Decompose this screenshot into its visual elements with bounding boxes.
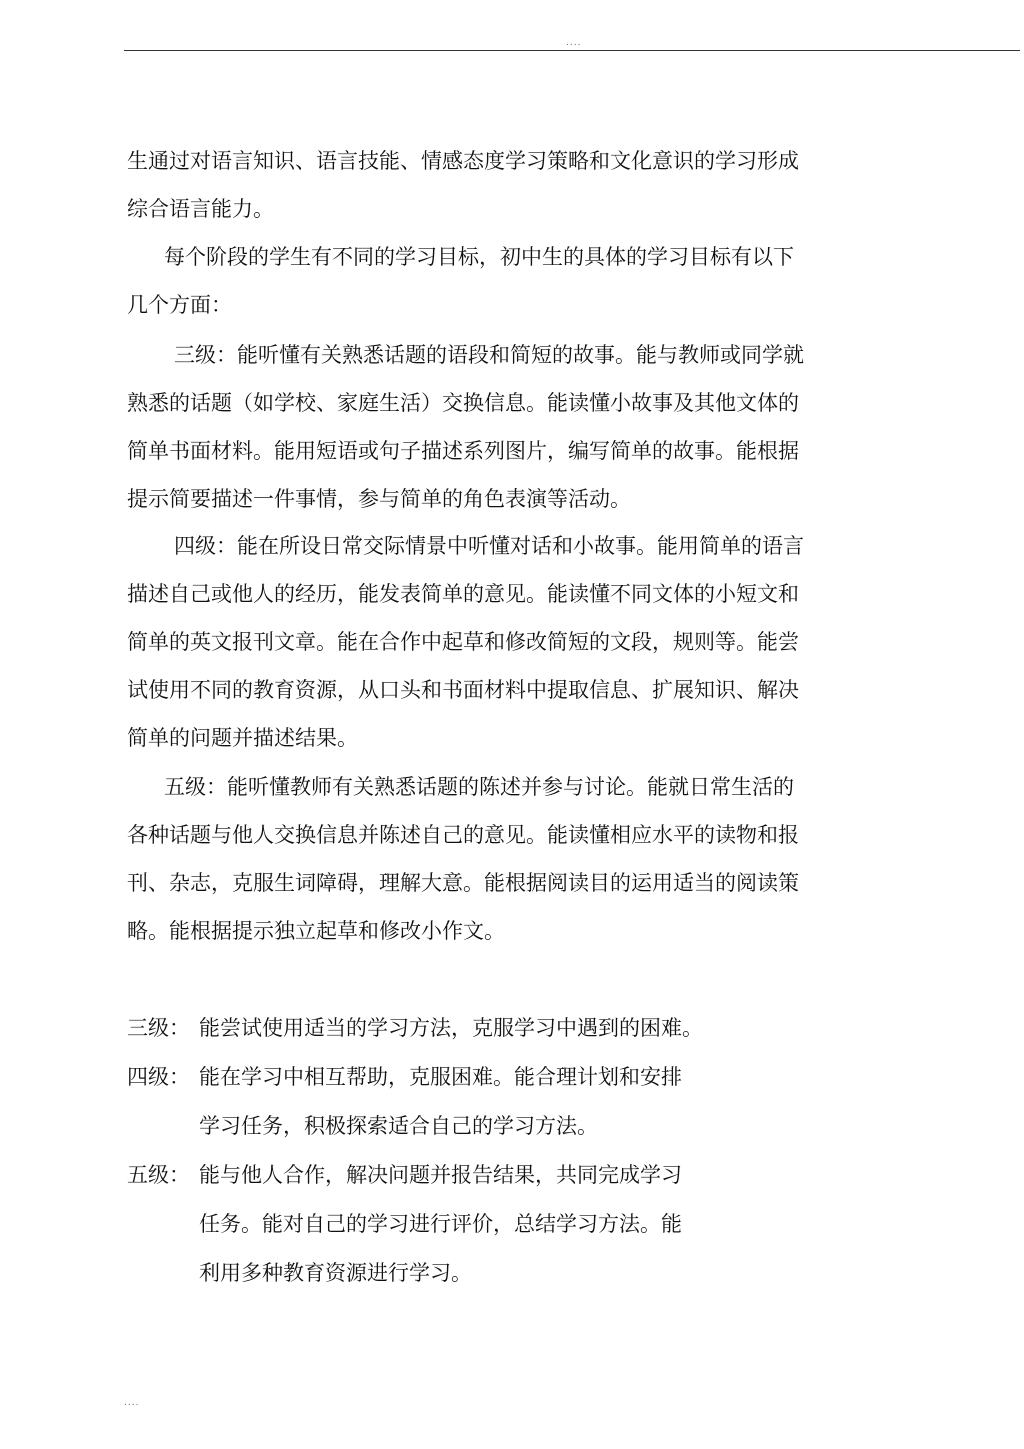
goal-label: 三级： — [127, 1016, 190, 1040]
goal-line: 能尝试使用适当的学习方法，克服学习中遇到的困难。 — [199, 1016, 703, 1040]
paragraph-line: 简单的问题并描述结果。 — [127, 726, 358, 750]
paragraph-level-4 — [127, 522, 857, 762]
paragraph-line: 试使用不同的教育资源，从口头和书面材料中提取信息、扩展知识、解决 — [127, 678, 799, 702]
header-rule — [124, 50, 1020, 51]
paragraph-line: 简单的英文报刊文章。能在合作中起草和修改简短的文段，规则等。能尝 — [127, 630, 799, 654]
learning-strategy-goals — [127, 1004, 703, 1298]
goal-label: 五级： — [127, 1163, 190, 1187]
paragraph-line: 提示简要描述一件事情，参与简单的角色表演等活动。 — [127, 487, 631, 511]
paragraph-line: 熟悉的话题（如学校、家庭生活）交换信息。能读懂小故事及其他文体的 — [127, 391, 799, 415]
paragraph-line: 略。能根据提示独立起草和修改小作文。 — [127, 919, 505, 943]
paragraph-intro-continued — [127, 137, 857, 233]
goal-line: 利用多种教育资源进行学习。 — [199, 1261, 472, 1285]
goal-line: 学习任务，积极探索适合自己的学习方法。 — [199, 1114, 598, 1138]
paragraph-line: 综合语言能力。 — [127, 197, 274, 221]
paragraph-line: 五级：能听懂教师有关熟悉话题的陈述并参与讨论。能就日常生活的 — [164, 775, 794, 799]
paragraph-line: 生通过对语言知识、语言技能、情感态度学习策略和文化意识的学习形成 — [127, 149, 799, 173]
header-mark: .... — [566, 38, 582, 48]
paragraph-line: 每个阶段的学生有不同的学习目标，初中生的具体的学习目标有以下 — [164, 245, 794, 269]
goal-line: 能在学习中相互帮助，克服困难。能合理计划和安排 — [199, 1065, 682, 1089]
paragraph-line: 描述自己或他人的经历，能发表简单的意见。能读懂不同文体的小短文和 — [127, 582, 799, 606]
paragraph-level-3 — [127, 331, 857, 523]
goal-line: 任务。能对自己的学习进行评价，总结学习方法。能 — [199, 1212, 682, 1236]
paragraph-line: 几个方面： — [127, 293, 232, 317]
goal-level-3 — [127, 1004, 703, 1053]
goal-level-5 — [127, 1151, 703, 1298]
paragraph-line: 各种话题与他人交换信息并陈述自己的意见。能读懂相应水平的读物和报 — [127, 823, 799, 847]
goal-line: 能与他人合作，解决问题并报告结果，共同完成学习 — [199, 1163, 682, 1187]
goal-level-4 — [127, 1053, 703, 1151]
paragraph-level-5 — [127, 763, 857, 955]
footer-mark: .... — [124, 1398, 140, 1408]
paragraph-goals-intro — [127, 233, 857, 329]
paragraph-line: 三级：能听懂有关熟悉话题的语段和简短的故事。能与教师或同学就 — [174, 343, 804, 367]
paragraph-line: 刊、杂志，克服生词障碍，理解大意。能根据阅读目的运用适当的阅读策 — [127, 871, 799, 895]
paragraph-line: 四级：能在所设日常交际情景中听懂对话和小故事。能用简单的语言 — [174, 534, 804, 558]
goal-label: 四级： — [127, 1065, 190, 1089]
paragraph-line: 简单书面材料。能用短语或句子描述系列图片，编写简单的故事。能根据 — [127, 439, 799, 463]
